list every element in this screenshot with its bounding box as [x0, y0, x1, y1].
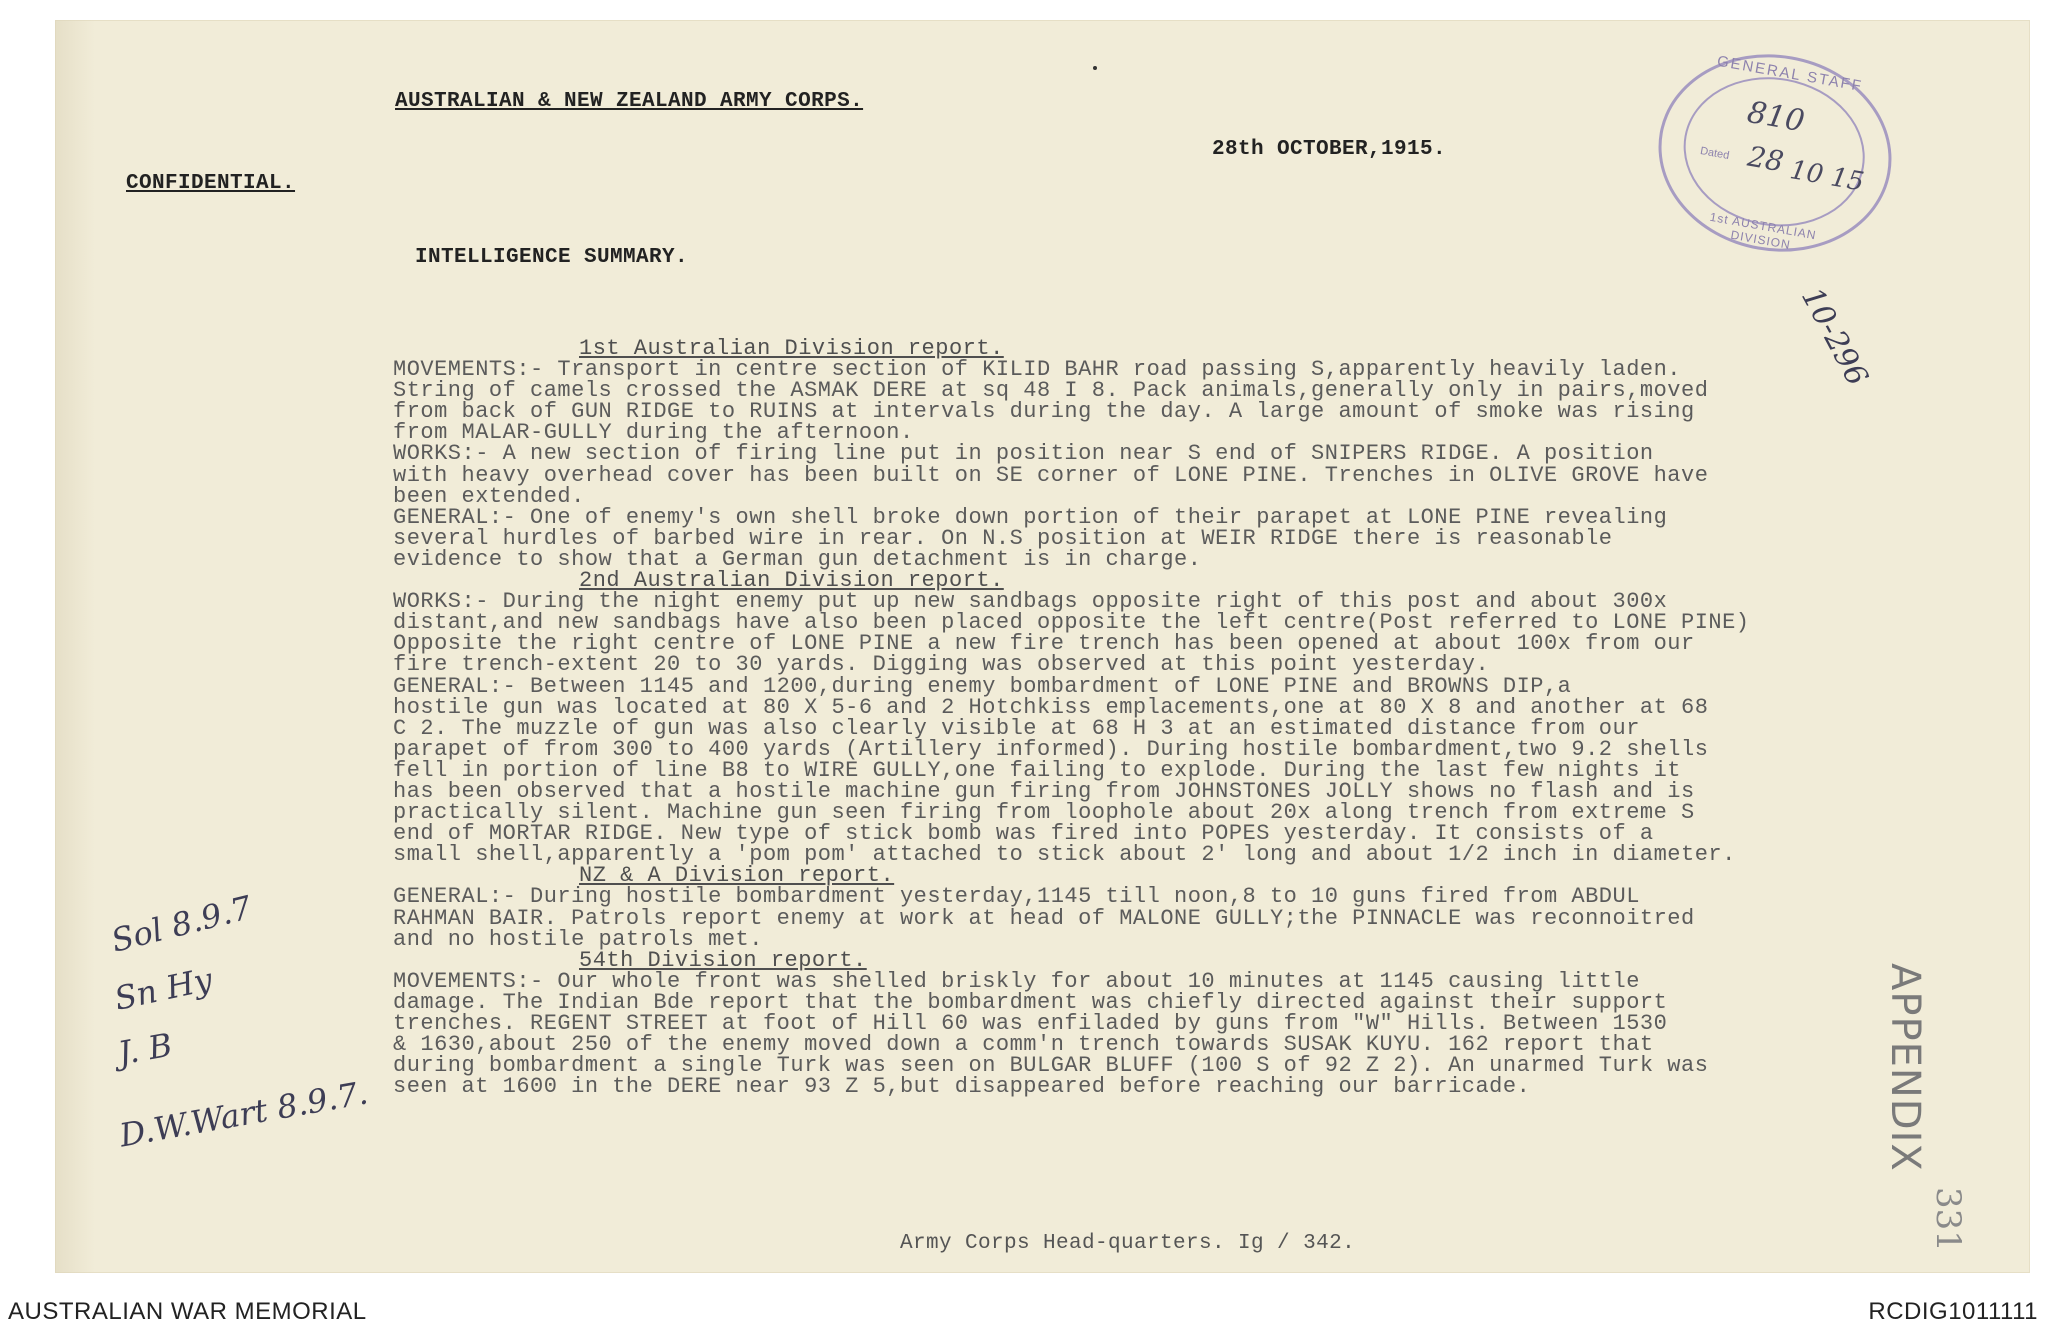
- report-line: hostile gun was located at 80 X 5-6 and 2 Hotchkiss emplacements,one at 80 X 8 and another at 68: [393, 696, 1709, 718]
- report-line: & 1630,about 250 of the enemy moved down a comm'n trench towards SUSAK KUYU. 162 report that: [393, 1034, 1654, 1056]
- initial-1: Sol 8.9.7: [107, 888, 256, 960]
- classification-label: CONFIDENTIAL.: [126, 172, 296, 195]
- footer-archive-name: AUSTRALIAN WAR MEMORIAL: [8, 1298, 367, 1325]
- initial-4: D.W.Wart 8.9.7.: [116, 1073, 371, 1155]
- report-line: seen at 1600 in the DERE near 93 Z 5,but disappeared before reaching our barricade.: [393, 1076, 1531, 1098]
- section-heading: 54th Division report.: [579, 949, 867, 971]
- report-body: [393, 338, 1913, 1097]
- document-date: 28th OCTOBER,1915.: [1212, 138, 1447, 161]
- report-line: fell in portion of line B8 to WIRE GULLY,one failing to explode. During the last few nights it: [393, 759, 1682, 781]
- report-line: several hurdles of barbed wire in rear. On N.S position at WEIR RIDGE there is reasonable: [393, 527, 1613, 549]
- signature-line: Army Corps Head-quarters. Ig / 342.: [900, 1232, 1356, 1255]
- report-line: C 2. The muzzle of gun was also clearly visible at 68 H 3 at an estimated distance from our: [393, 717, 1640, 739]
- report-line: fire trench-extent 20 to 30 yards. Digging was observed at this point yesterday.: [393, 654, 1490, 676]
- report-line: from back of GUN RIDGE to RUINS at intervals during the day. A large amount of smoke was rising: [393, 401, 1695, 423]
- footer-record-id: RCDIG1011111: [1868, 1298, 2038, 1325]
- report-line: from MALAR-GULLY during the afternoon.: [393, 422, 914, 444]
- report-line: trenches. REGENT STREET at foot of Hill 60 was enfiladed by guns from "W" Hills. Between 1530: [393, 1013, 1668, 1035]
- initial-2: Sn Hy: [111, 960, 216, 1018]
- report-line: Opposite the right centre of LONE PINE a new fire trench has been opened at about 100x from our: [393, 633, 1695, 655]
- punch-mark: [1093, 66, 1097, 70]
- report-line: MOVEMENTS:- Transport in centre section of KILID BAHR road passing S,apparently heavily laden.: [393, 359, 1682, 381]
- stamp-dated-label: Dated: [1699, 145, 1731, 162]
- reference-number: 10-296: [1794, 282, 1875, 392]
- stamp-date-rest: 10 15: [1787, 155, 1867, 198]
- section-heading: 1st Australian Division report.: [579, 338, 1004, 360]
- report-line: GENERAL:- Between 1145 and 1200,during enemy bombardment of LONE PINE and BROWNS DIP,a: [393, 675, 1572, 697]
- org-header: AUSTRALIAN & NEW ZEALAND ARMY CORPS.: [395, 90, 864, 113]
- report-line: GENERAL:- During hostile bombardment yesterday,1145 till noon,8 to 10 guns fired from ABDUL: [393, 886, 1640, 908]
- initial-3: J. B: [115, 1025, 176, 1073]
- report-line: small shell,apparently a 'pom pom' attached to stick about 2' long and about 1/2 inch in diameter.: [393, 844, 1736, 866]
- report-line: and no hostile patrols met.: [393, 928, 763, 950]
- report-line: MOVEMENTS:- Our whole front was shelled briskly for about 10 minutes at 1145 causing little: [393, 970, 1640, 992]
- stamp-number: 810: [1744, 94, 1808, 140]
- report-line: end of MORTAR RIDGE. New type of stick bomb was fired into POPES yesterday. It consists of a: [393, 823, 1654, 845]
- appendix-label: APPENDIX: [1882, 963, 1928, 1172]
- report-line: distant,and new sandbags have also been placed opposite the left centre(Post referred to LONE PINE): [393, 612, 1750, 634]
- report-line: evidence to show that a German gun detachment is in charge.: [393, 548, 1202, 571]
- report-line: String of camels crossed the ASMAK DERE at sq 48 I 8. Pack animals,generally only in pairs,moved: [393, 380, 1709, 402]
- report-line: damage. The Indian Bde report that the bombardment was chiefly directed against their support: [393, 991, 1668, 1013]
- report-line: parapet of from 300 to 400 yards (Artillery informed). During hostile bombardment,two 9.2 shells: [393, 738, 1709, 760]
- report-line: with heavy overhead cover has been built on SE corner of LONE PINE. Trenches in OLIVE GROVE have: [393, 464, 1709, 486]
- report-line: practically silent. Machine gun seen firing from loophole about 20x along trench from extreme S: [393, 802, 1695, 824]
- report-line: RAHMAN BAIR. Patrols report enemy at work at head of MALONE GULLY;the PINNACLE was reconnoitred: [393, 907, 1695, 929]
- report-line: GENERAL:- One of enemy's own shell broke down portion of their parapet at LONE PINE revealing: [393, 506, 1668, 528]
- stamp-top-text: GENERAL STAFF: [1715, 52, 1865, 96]
- report-line: WORKS:- During the night enemy put up new sandbags opposite right of this post and about 300x: [393, 591, 1668, 613]
- report-line: been extended.: [393, 485, 585, 507]
- section-heading: 2nd Australian Division report.: [579, 570, 1004, 592]
- stamp-bottom-text: 1st AUSTRALIAN DIVISION: [1708, 209, 1818, 252]
- page-number: 331: [1928, 1187, 1968, 1252]
- stamp-day: 28: [1745, 139, 1787, 179]
- section-heading: NZ & A Division report.: [579, 865, 895, 887]
- report-line: during bombardment a single Turk was seen on BULGAR BLUFF (100 S of 92 Z 2). An unarmed Turk was: [393, 1055, 1709, 1077]
- report-line: has been observed that a hostile machine gun firing from JOHNSTONES JOLLY shows no flash and is: [393, 780, 1695, 803]
- document-title: INTELLIGENCE SUMMARY.: [415, 246, 689, 269]
- report-line: WORKS:- A new section of firing line put in position near S end of SNIPERS RIDGE. A position: [393, 443, 1654, 465]
